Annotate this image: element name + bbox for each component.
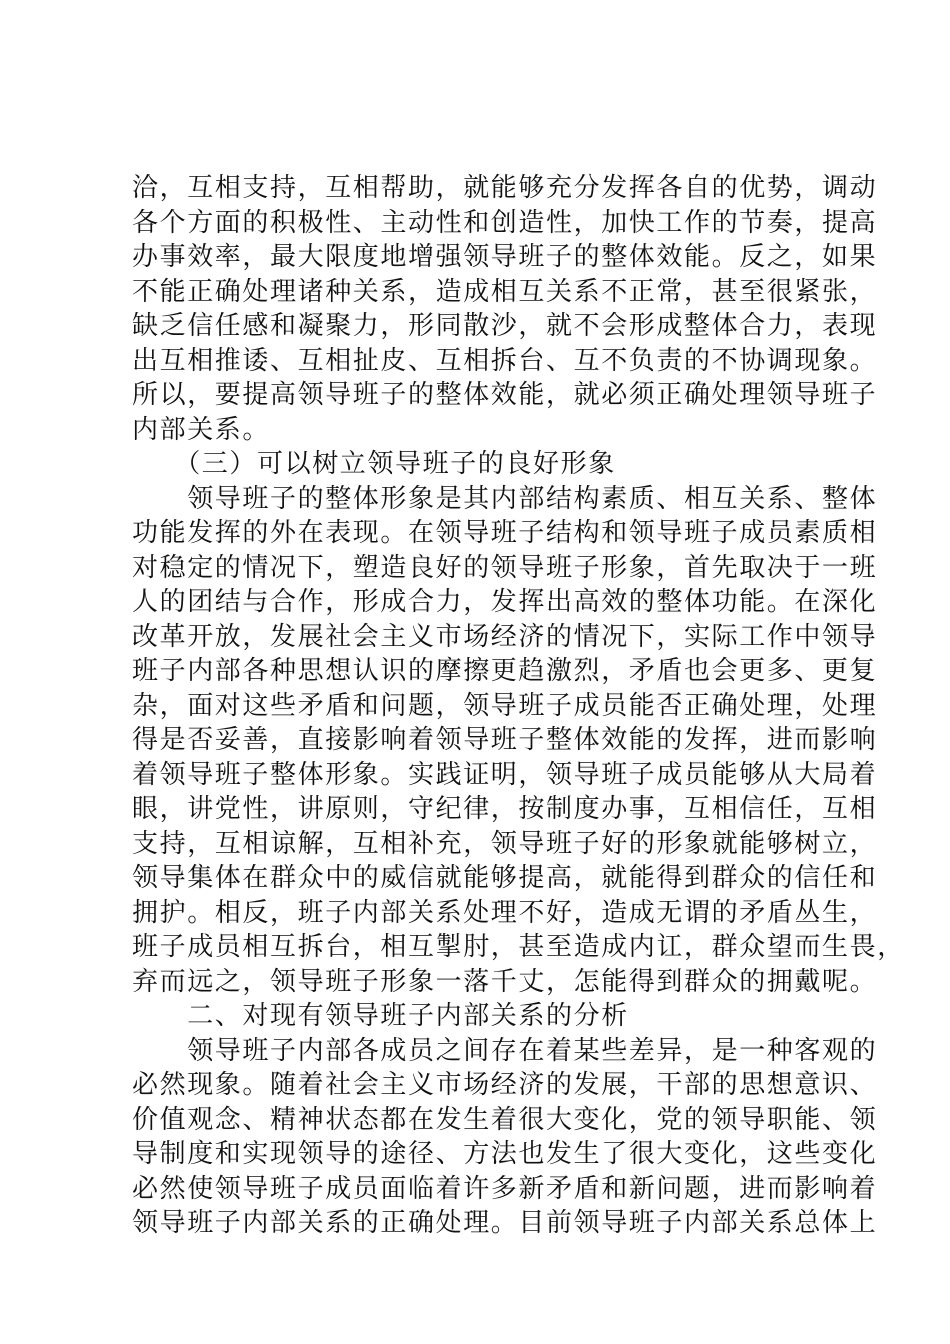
body-text-line: 洽，互相支持，互相帮助，就能够充分发挥各自的优势，调动 xyxy=(132,173,878,203)
body-text-line: 办事效率，最大限度地增强领导班子的整体效能。反之，如果 xyxy=(132,242,878,272)
body-text-line: 缺乏信任感和凝聚力，形同散沙，就不会形成整体合力，表现 xyxy=(132,311,878,341)
body-text-line: 内部关系。 xyxy=(132,415,271,445)
body-text-line: 必然现象。随着社会主义市场经济的发展，干部的思想意识、 xyxy=(132,1070,878,1100)
body-text-line: 弃而远之，领导班子形象一落千丈，怎能得到群众的拥戴呢。 xyxy=(132,967,878,997)
body-text-line: 不能正确处理诸种关系，造成相互关系不正常，甚至很紧张， xyxy=(132,277,878,307)
body-text-line: 班子内部各种思想认识的摩擦更趋激烈，矛盾也会更多、更复 xyxy=(132,656,878,686)
body-text-line: 领导班子内部各成员之间存在着某些差异，是一种客观的 xyxy=(132,1036,878,1066)
body-text-line: 各个方面的积极性、主动性和创造性，加快工作的节奏，提高 xyxy=(132,208,878,238)
body-text-line: 人的团结与合作，形成合力，发挥出高效的整体功能。在深化 xyxy=(132,587,878,617)
body-text-line: 着领导班子整体形象。实践证明，领导班子成员能够从大局着 xyxy=(132,760,878,790)
body-text-line: 改革开放，发展社会主义市场经济的情况下，实际工作中领导 xyxy=(132,622,878,652)
body-text-line: 对稳定的情况下，塑造良好的领导班子形象，首先取决于一班 xyxy=(132,553,878,583)
body-text-line: 出互相推诿、互相扯皮、互相拆台、互不负责的不协调现象。 xyxy=(132,346,878,376)
body-text-line: 导制度和实现领导的途径、方法也发生了很大变化，这些变化 xyxy=(132,1139,878,1169)
body-text-line: 班子成员相互拆台，相互掣肘，甚至造成内讧，群众望而生畏， xyxy=(132,932,905,962)
body-text-line: 价值观念、精神状态都在发生着很大变化，党的领导职能、领 xyxy=(132,1105,878,1135)
section-heading: （三）可以树立领导班子的良好形象 xyxy=(132,449,616,479)
body-text-line: 支持，互相谅解，互相补充，领导班子好的形象就能够树立， xyxy=(132,829,878,859)
body-text-line: 拥护。相反，班子内部关系处理不好，造成无谓的矛盾丛生， xyxy=(132,898,878,928)
body-text-line: 领导班子内部关系的正确处理。目前领导班子内部关系总体上 xyxy=(132,1208,878,1238)
section-heading: 二、对现有领导班子内部关系的分析 xyxy=(132,1001,629,1031)
body-text-line: 功能发挥的外在表现。在领导班子结构和领导班子成员素质相 xyxy=(132,518,878,548)
body-text-line: 所以，要提高领导班子的整体效能，就必须正确处理领导班子 xyxy=(132,380,878,410)
body-text-line: 得是否妥善，直接影响着领导班子整体效能的发挥，进而影响 xyxy=(132,725,878,755)
body-text-line: 领导班子的整体形象是其内部结构素质、相互关系、整体 xyxy=(132,484,878,514)
body-text-line: 领导集体在群众中的威信就能够提高，就能得到群众的信任和 xyxy=(132,863,878,893)
body-text-line: 杂，面对这些矛盾和问题，领导班子成员能否正确处理，处理 xyxy=(132,691,878,721)
body-text-line: 必然使领导班子成员面临着许多新矛盾和新问题，进而影响着 xyxy=(132,1174,878,1204)
body-text-line: 眼，讲党性，讲原则，守纪律，按制度办事，互相信任，互相 xyxy=(132,794,878,824)
